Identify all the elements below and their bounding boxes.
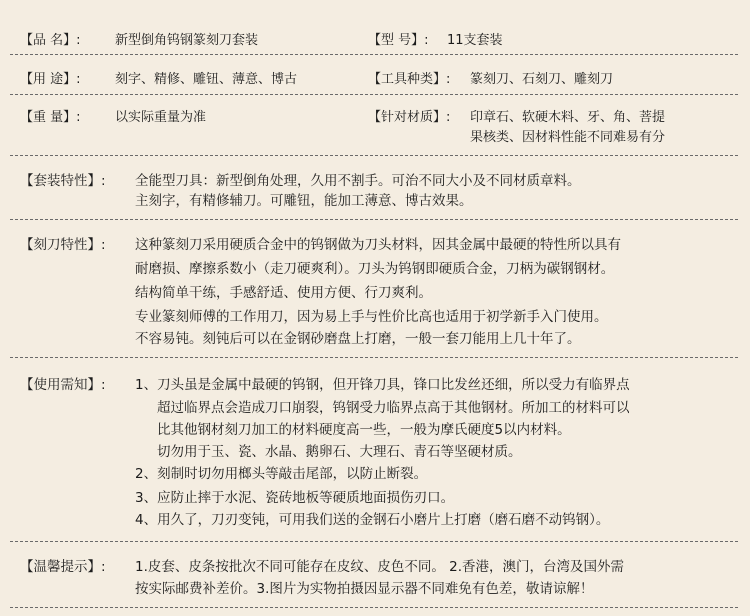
divider <box>10 155 738 156</box>
knife-features-label: 【刻刀特性】: <box>20 237 106 253</box>
knife-features-line: 专业篆刻师傅的工作用刀，因为易上手与性价比高也适用于初学新手入门使用。 <box>135 309 608 325</box>
divider <box>10 94 738 95</box>
type-value: 篆刻刀、石刻刀、雕刻刀 <box>470 72 614 87</box>
divider <box>10 54 738 55</box>
divider <box>10 541 738 542</box>
usage-note-line: 超过临界点会造成刀口崩裂，钨钢受力临界点高于其他钢材。所加工的材料可以 <box>157 400 630 416</box>
use-label: 【用 途】: <box>20 72 81 87</box>
knife-features-line: 结构简单干练，手感舒适、使用方便、行刀爽利。 <box>135 285 432 301</box>
knife-features-line: 这种篆刻刀采用硬质合金中的钨钢做为刀头材料，因其金属中最硬的特性所以具有 <box>135 237 621 253</box>
model-value: 11支套装 <box>447 33 503 48</box>
divider <box>10 219 738 220</box>
usage-note-line: 2、刻制时切勿用榔头等敲击尾部，以防止断裂。 <box>135 466 428 482</box>
tips-label: 【温馨提示】: <box>20 559 106 575</box>
name-value: 新型倒角钨钢篆刻刀套装 <box>115 33 259 48</box>
weight-label: 【重 量】: <box>20 110 81 125</box>
usage-note-line: 切勿用于玉、瓷、水晶、鹅卵石、大理石、青石等坚硬材质。 <box>157 444 522 460</box>
set-features-label: 【套装特性】: <box>20 173 106 189</box>
knife-features-line: 耐磨损、摩擦系数小（走刀硬爽利）。刀头为钨钢即硬质合金，刀柄为碳钢钢材。 <box>135 261 615 277</box>
usage-note-line: 3、应防止摔于水泥、瓷砖地板等硬质地面损伤刃口。 <box>135 490 455 506</box>
model-label: 【型 号】: <box>368 33 429 48</box>
material-value-line: 果核类、因材料性能不同难易有分 <box>470 130 666 145</box>
material-label: 【针对材质】: <box>368 110 451 125</box>
material-value-line: 印章石、软硬木料、牙、角、菩提 <box>470 110 666 125</box>
set-features-line: 全能型刀具：新型倒角处理，久用不割手。可治不同大小及不同材质章料。 <box>135 173 581 189</box>
weight-value: 以实际重量为准 <box>115 110 207 125</box>
usage-note-line: 1、刀头虽是金属中最硬的钨钢，但开锋刀具，锋口比发丝还细，所以受力有临界点 <box>135 377 630 393</box>
use-value: 刻字、精修、雕钮、薄意、博古 <box>115 72 298 87</box>
set-features-line: 主刻字，有精修辅刀。可雕钮，能加工薄意、博古效果。 <box>135 193 473 209</box>
tips-line: 1.皮套、皮条按批次不同可能存在皮纹、皮色不同。 2.香港，澳门，台湾及国外需 <box>135 559 625 575</box>
divider <box>10 357 738 358</box>
name-label: 【品 名】: <box>20 33 81 48</box>
type-label: 【工具种类】: <box>368 72 451 87</box>
usage-note-line: 4、用久了，刀刃变钝，可用我们送的金钢石小磨片上打磨（磨石磨不动钨钢）。 <box>135 512 610 528</box>
knife-features-line: 不容易钝。刻钝后可以在金钢砂磨盘上打磨，一般一套刀能用上几十年了。 <box>135 331 581 347</box>
usage-notes-label: 【使用需知】: <box>20 377 106 393</box>
divider <box>10 607 738 608</box>
tips-line: 按实际邮费补差价。3.图片为实物拍摄因显示器不同难免有色差，敬请谅解！ <box>135 581 594 597</box>
usage-note-line: 比其他钢材刻刀加工的材料硬度高一些，一般为摩氏硬度5以内材料。 <box>157 422 571 438</box>
